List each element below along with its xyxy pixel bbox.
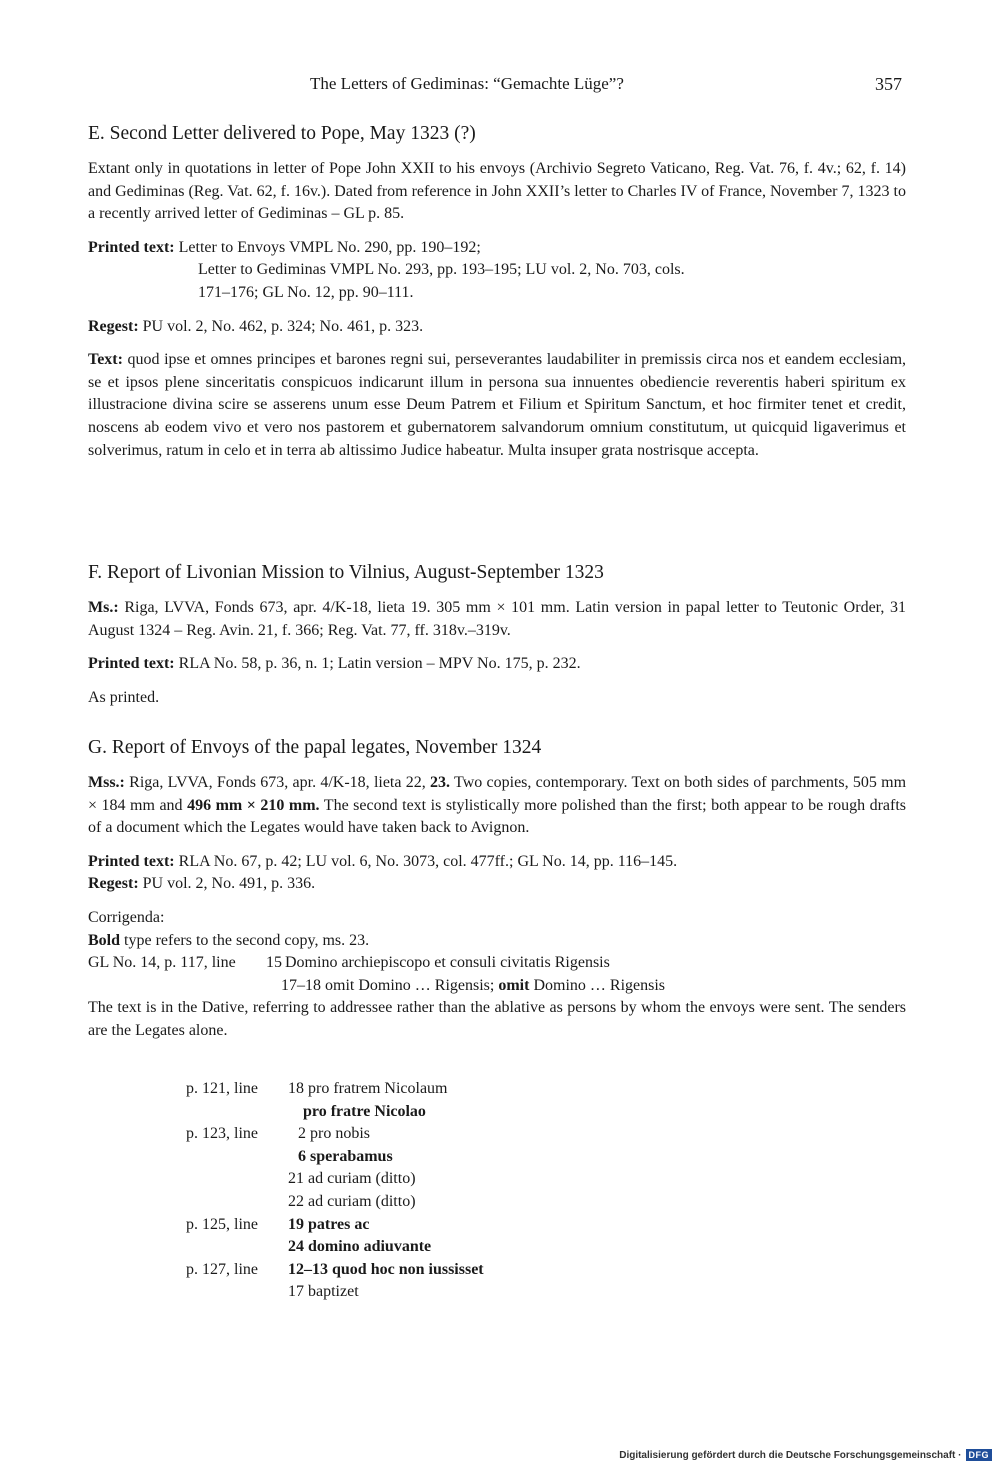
running-title: The Letters of Gediminas: “Gemachte Lüge”? bbox=[310, 74, 624, 93]
mss-text-a: Riga, LVVA, Fonds 673, apr. 4/K-18, lieta 22, bbox=[129, 774, 426, 791]
running-header bbox=[88, 74, 906, 98]
correction-row bbox=[186, 1101, 686, 1124]
mss-label: Mss.: bbox=[88, 774, 125, 791]
correction-page: p. 127, line bbox=[186, 1260, 258, 1278]
latin-text: quod ipse et omnes principes et barones regni sui, perseverantes laudabiliter in premissis circa nos et eandem ecclesiam, se et ipsos plene sinceritatis conspicuos indicarunt illum in persona sua innuentes obediencie reverentis haberi spiritum ex illustracione divina scire se asserens unum esse Deum Patrem et Filium et Spiritum Sanctum, et hoc firmiter tenet et credit, noscens ab eodem vivo et vero nos pastorem et gubernatorem salvandorum omnium constitutum, ut quicquid ligaverimus et solverimus, ratum in celo et in terra ab altissimo Judice habeatur. Multa insuper grata nostrisque accepta. bbox=[88, 351, 907, 459]
printed-text-value: RLA No. 58, p. 36, n. 1; Latin version – MPV No. 175, p. 232. bbox=[178, 655, 581, 673]
section-e-heading: E. Second Letter delivered to Pope, May 1323 (?) bbox=[88, 123, 476, 144]
text-label: Text: bbox=[88, 351, 123, 369]
printed-text-value: RLA No. 67, p. 42; LU vol. 6, No. 3073, col. 477ff.; GL No. 14, pp. 116–145. bbox=[178, 852, 678, 870]
page-number: 357 bbox=[875, 74, 902, 94]
regest-value: PU vol. 2, No. 491, p. 336. bbox=[142, 875, 316, 893]
gl-line-2 bbox=[88, 975, 906, 998]
dfg-logo-icon: DFG bbox=[966, 1449, 993, 1461]
ms-label: Ms.: bbox=[88, 599, 119, 616]
correction-row bbox=[186, 1168, 686, 1191]
printed-text-line-1: Letter to Envoys VMPL No. 290, pp. 190–192; bbox=[178, 238, 481, 256]
dative-note: The text is in the Dative, referring to addressee rather than the ablative as persons by whom the envoys were sent. The senders are the Legates alone. bbox=[88, 999, 906, 1039]
section-g-heading: G. Report of Envoys of the papal legates, November 1324 bbox=[88, 737, 542, 758]
printed-text-line-3: 171–176; GL No. 12, pp. 90–111. bbox=[198, 283, 414, 301]
correction-line: 19 patres ac bbox=[288, 1215, 370, 1233]
mss-text-e: The second text is stylistically more polished than the first; both appear to be rough drafts of a document which the Legates would have taken back to Avignon. bbox=[88, 796, 907, 837]
correction-line: 12–13 quod hoc non iussisset bbox=[288, 1260, 484, 1278]
regest-label: Regest: bbox=[88, 317, 139, 335]
digitization-footer bbox=[619, 1449, 992, 1461]
footer-text: Digitalisierung gefördert durch die Deutsche Forschungsgemeinschaft · bbox=[619, 1449, 962, 1461]
correction-line: 21 ad curiam (ditto) bbox=[288, 1170, 416, 1188]
mss-text-c: Two copies, contemporary. Text on both sides of parchments, 505 mm × 184 mm and bbox=[88, 774, 907, 814]
bold-type-note bbox=[88, 930, 906, 953]
gl-line-2-b: omit bbox=[498, 976, 530, 994]
correction-row bbox=[186, 1236, 686, 1259]
correction-line: pro fratre Nicolao bbox=[303, 1102, 426, 1120]
printed-text-line-2: Letter to Gediminas VMPL No. 293, pp. 193–195; LU vol. 2, No. 703, cols. bbox=[198, 261, 685, 279]
correction-page: p. 123, line bbox=[186, 1125, 258, 1143]
corrigenda-heading: Corrigenda: bbox=[88, 908, 165, 926]
ms-value: Riga, LVVA, Fonds 673, apr. 4/K-18, lieta 19. 305 mm × 101 mm. Latin version in papal letter to Teutonic Order, 31 August 1324 – Reg. Avin. 21, f. 366; Reg. Vat. 77, ff. 318v.–319v. bbox=[88, 599, 907, 639]
mss-text-d: 496 mm × 210 mm. bbox=[187, 796, 320, 814]
correction-row bbox=[186, 1281, 686, 1304]
section-e bbox=[88, 121, 906, 473]
bold-word: Bold bbox=[88, 931, 121, 949]
gl-line-2-a: 17–18 omit Domino … Rigensis; bbox=[281, 976, 495, 994]
printed-text-label: Printed text: bbox=[88, 852, 175, 870]
printed-text-label: Printed text: bbox=[88, 238, 175, 256]
section-f-heading: F. Report of Livonian Mission to Vilnius, August-September 1323 bbox=[88, 562, 604, 583]
correction-line: 22 ad curiam (ditto) bbox=[288, 1192, 416, 1210]
correction-page: p. 125, line bbox=[186, 1215, 258, 1233]
gl-line-1 bbox=[88, 952, 906, 975]
section-e-regest bbox=[88, 316, 906, 339]
gl-line-text: Domino archiepiscopo et consuli civitatis Rigensis bbox=[285, 954, 610, 972]
section-g-mss bbox=[88, 772, 906, 840]
correction-line: 18 pro fratrem Nicolaum bbox=[288, 1080, 448, 1097]
correction-row bbox=[186, 1214, 686, 1237]
gl-line-2-c: Domino … Rigensis bbox=[533, 976, 666, 994]
correction-row bbox=[186, 1259, 686, 1282]
correction-line: 2 pro nobis bbox=[298, 1125, 370, 1143]
corrigenda-block bbox=[88, 907, 906, 1043]
gl-reference: GL No. 14, p. 117, line bbox=[88, 954, 236, 972]
section-e-text bbox=[88, 349, 906, 462]
correction-row bbox=[186, 1123, 686, 1146]
mss-text-b: 23. bbox=[430, 774, 451, 791]
section-e-printed-text bbox=[88, 237, 906, 305]
printed-text-label: Printed text: bbox=[88, 655, 175, 673]
correction-line: 24 domino adiuvante bbox=[288, 1238, 432, 1256]
corrections-table bbox=[186, 1078, 686, 1304]
section-f-printed bbox=[88, 653, 906, 676]
gl-line-2-content bbox=[281, 975, 665, 998]
section-e-intro: Extant only in quotations in letter of Pope John XXII to his envoys (Archivio Segreto Vaticano, Reg. Vat. 76, f. 4v.; 62, f. 14) and Gediminas (Reg. Vat. 62, f. 16v.). Dated from reference in John XXII’s letter to Charles IV of France, November 7, 1323 to a recently arrived letter of Gediminas – GL p. 85. bbox=[88, 160, 906, 223]
section-g bbox=[88, 735, 906, 1054]
section-f bbox=[88, 560, 906, 720]
correction-line: 17 baptizet bbox=[288, 1283, 359, 1301]
gl-line-number: 15 bbox=[266, 954, 282, 972]
regest-value: PU vol. 2, No. 462, p. 324; No. 461, p. 323. bbox=[142, 317, 424, 335]
correction-row bbox=[186, 1078, 686, 1101]
section-g-printed-block bbox=[88, 851, 906, 896]
regest-label: Regest: bbox=[88, 875, 139, 893]
bold-note-text: type refers to the second copy, ms. 23. bbox=[124, 931, 370, 949]
correction-line: 6 sperabamus bbox=[298, 1147, 393, 1165]
correction-page: p. 121, line bbox=[186, 1080, 258, 1097]
section-f-ms bbox=[88, 597, 906, 642]
section-f-note: As printed. bbox=[88, 688, 160, 706]
correction-row bbox=[186, 1146, 686, 1169]
correction-row bbox=[186, 1191, 686, 1214]
